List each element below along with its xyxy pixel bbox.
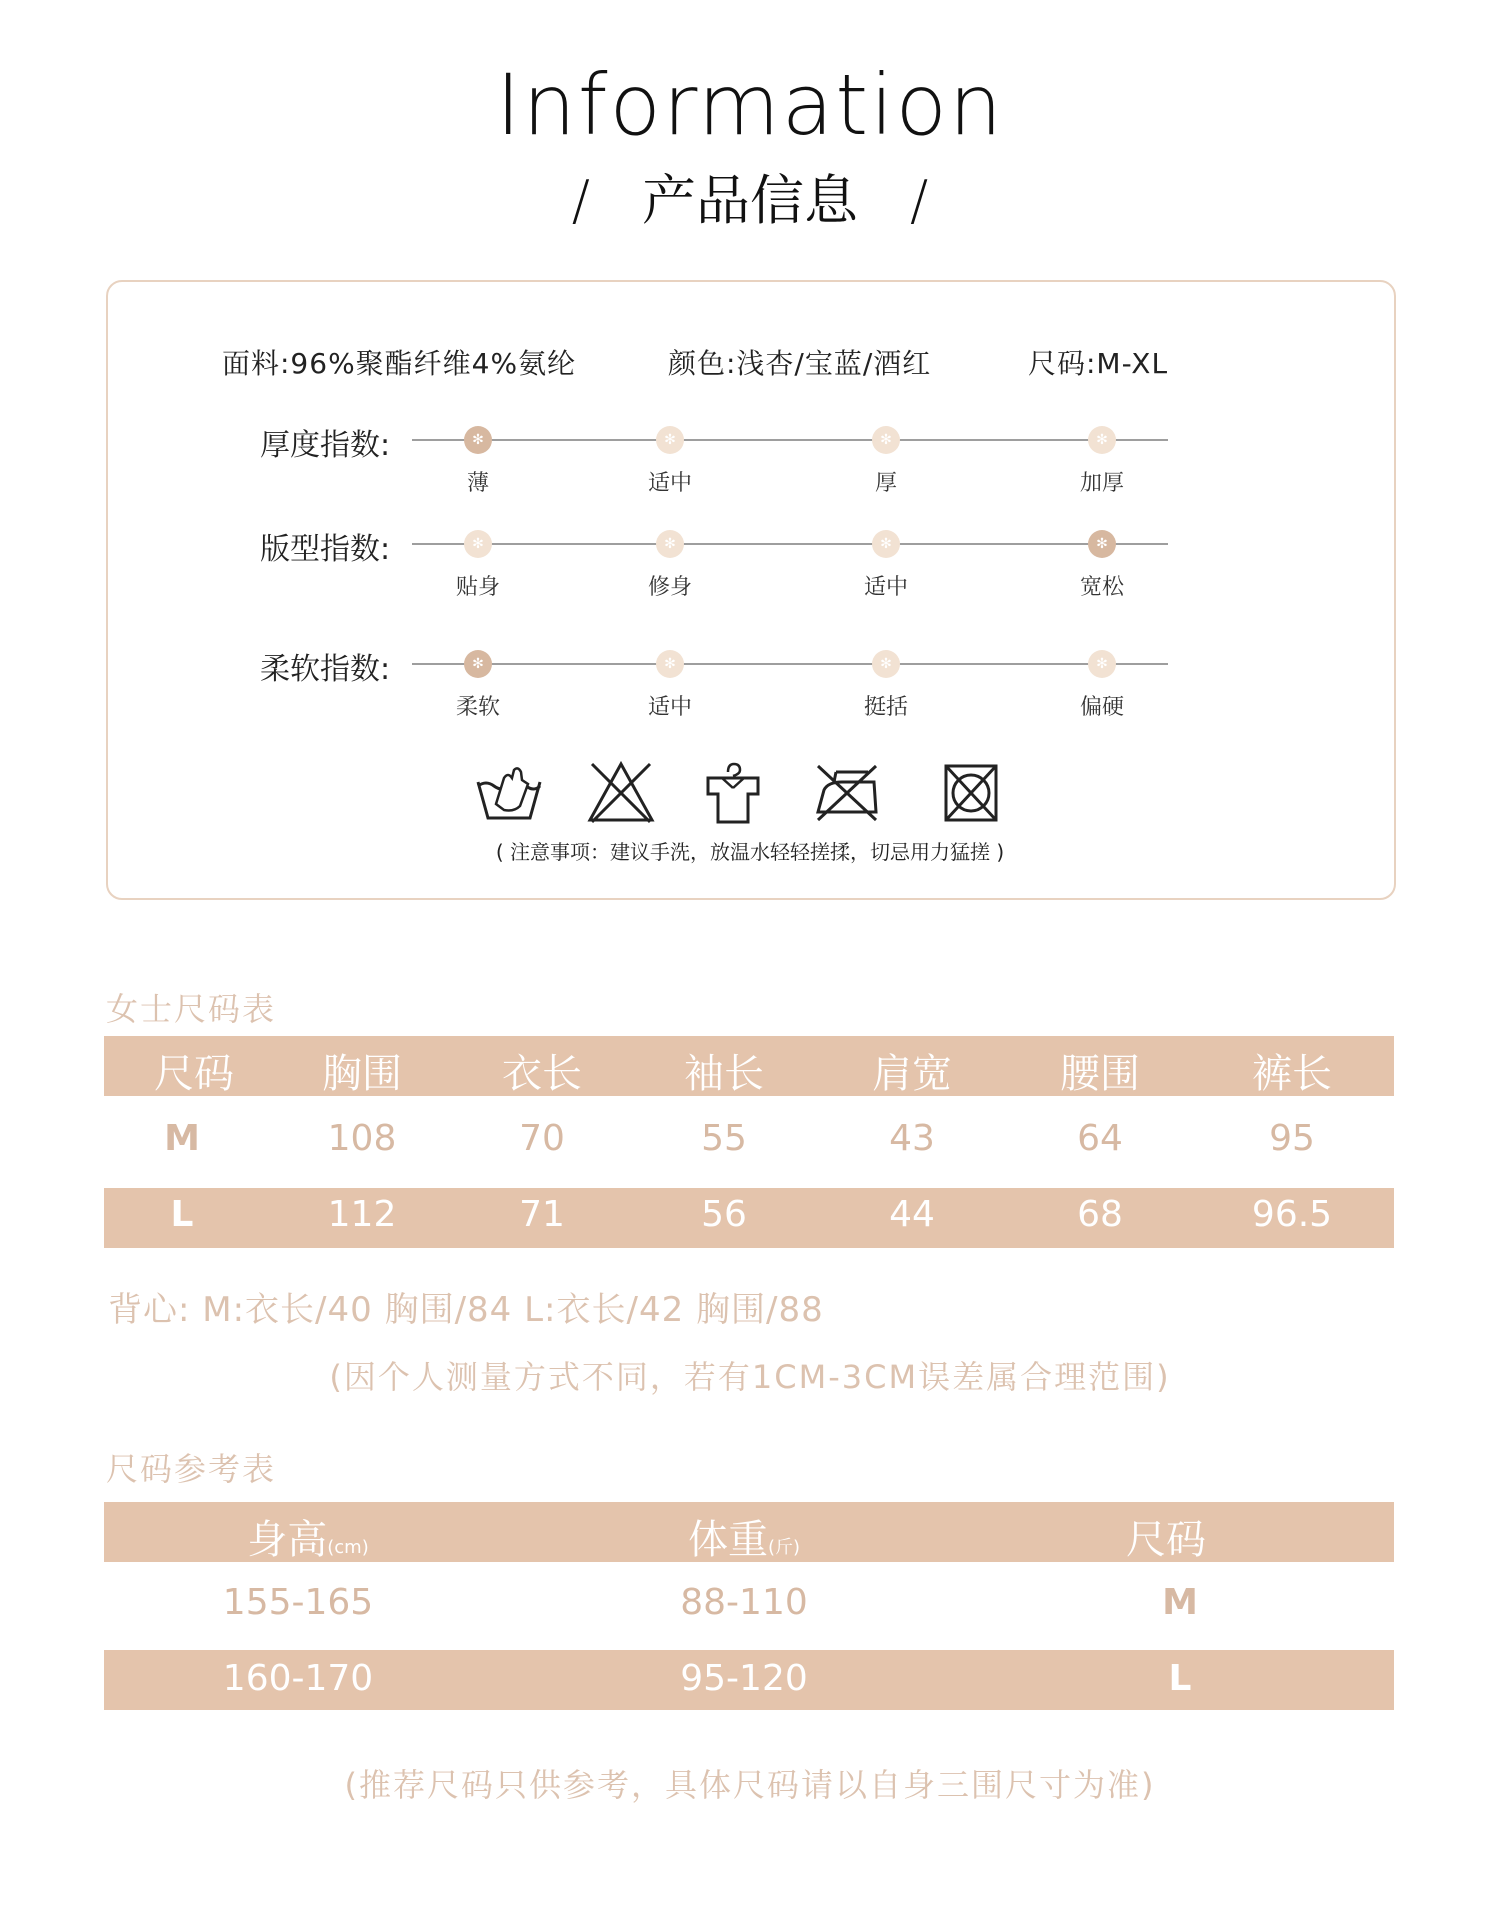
index-label: 厚度指数: [260, 428, 391, 463]
size-table-header-cell: 肩宽 [872, 1051, 952, 1097]
index-option-label: 厚 [874, 471, 897, 496]
index-option-label: 贴身 [455, 575, 500, 600]
index-option-label: 适中 [647, 695, 692, 720]
size-table-cell: 96.5 [1251, 1194, 1333, 1235]
index-label: 版型指数: [260, 532, 391, 567]
page-subtitle [0, 158, 1500, 235]
vest-note: 背心: M:衣长/40 胸围/84 L:衣长/42 胸围/88 [108, 1290, 824, 1330]
ref-table-cell: 95-120 [680, 1658, 808, 1699]
no-bleach-icon [586, 760, 656, 826]
ref-header-main: 尺码 [1126, 1517, 1206, 1563]
subtitle-left-slash: / [571, 169, 590, 232]
error-note: (因个人测量方式不同，若有1CM-3CM误差属合理范围) [329, 1358, 1171, 1396]
ref-header-main: 体重 [687, 1517, 768, 1563]
index-dot: ✻ [464, 530, 492, 558]
size-table-header-cell: 袖长 [684, 1051, 764, 1097]
size-table-cell: L [170, 1194, 194, 1235]
material-spec: 面料:96%聚酯纤维4%氨纶 [222, 347, 577, 380]
index-option-label: 薄 [466, 471, 489, 496]
subtitle-text: 产品信息 [642, 169, 858, 232]
size-table-cell: 95 [1269, 1118, 1315, 1159]
index-dot: ✻ [872, 426, 900, 454]
index-scale-line [412, 663, 1168, 665]
size-table-cell: 108 [327, 1118, 397, 1159]
color-spec: 颜色:浅杏/宝蓝/酒红 [668, 347, 932, 380]
ref-table-cell: 160-170 [222, 1658, 374, 1699]
index-option-label: 柔软 [455, 695, 500, 720]
size-table-header-cell: 胸围 [322, 1051, 402, 1097]
hand-wash-icon [474, 760, 544, 826]
no-iron-icon [812, 760, 882, 826]
ref-table-cell: L [1168, 1658, 1192, 1699]
ref-table-cell: 88-110 [680, 1582, 808, 1623]
size-table-header-cell: 裤长 [1252, 1051, 1332, 1097]
ref-note: (推荐尺码只供参考，具体尺码请以自身三围尺寸为准) [344, 1766, 1156, 1804]
page-title: Information [495, 56, 1005, 154]
ref-header-main: 身高 [247, 1517, 328, 1563]
index-dot: ✻ [1088, 426, 1116, 454]
size-table-title: 女士尺码表 [106, 990, 277, 1028]
index-option-label: 适中 [647, 471, 692, 496]
size-table-cell: 56 [701, 1194, 747, 1235]
index-dot: ✻ [656, 426, 684, 454]
size-table-cell: 68 [1077, 1194, 1123, 1235]
index-option-label: 适中 [863, 575, 908, 600]
size-table-cell: 44 [889, 1194, 935, 1235]
ref-table-header-cell [247, 1508, 368, 1565]
index-dot-selected: ✻ [464, 426, 492, 454]
subtitle-right-slash: / [910, 169, 929, 232]
size-table-cell: 64 [1077, 1118, 1123, 1159]
size-table-cell: 43 [889, 1118, 935, 1159]
index-option-label: 挺括 [863, 695, 908, 720]
ref-table-header-cell [1126, 1508, 1206, 1565]
index-dot: ✻ [656, 650, 684, 678]
index-dot: ✻ [872, 650, 900, 678]
index-option-label: 加厚 [1079, 471, 1124, 496]
size-table-cell: M [164, 1118, 200, 1159]
size-table-header-cell: 尺码 [154, 1051, 234, 1097]
index-label: 柔软指数: [260, 652, 391, 687]
ref-header-unit: (cm) [327, 1537, 369, 1558]
index-scale-line [412, 543, 1168, 545]
index-dot: ✻ [1088, 650, 1116, 678]
ref-table-title: 尺码参考表 [106, 1450, 277, 1488]
hang-dry-icon [698, 760, 768, 826]
index-dot: ✻ [872, 530, 900, 558]
ref-table-header-cell [688, 1508, 800, 1565]
size-spec: 尺码:M-XL [1028, 347, 1169, 380]
index-option-label: 偏硬 [1079, 695, 1124, 720]
size-table-cell: 55 [701, 1118, 747, 1159]
size-table-cell: 70 [519, 1118, 565, 1159]
size-table-cell: 71 [519, 1194, 565, 1235]
ref-header-unit: (斤) [767, 1537, 801, 1558]
size-table-header-cell: 腰围 [1060, 1051, 1140, 1097]
size-table-header-cell: 衣长 [502, 1051, 582, 1097]
size-table-row-band [104, 1188, 1394, 1248]
index-scale-line [412, 439, 1168, 441]
index-option-label: 修身 [647, 575, 692, 600]
index-option-label: 宽松 [1079, 575, 1124, 600]
index-dot-selected: ✻ [1088, 530, 1116, 558]
ref-table-cell: M [1162, 1582, 1198, 1623]
care-note: ( 注意事项：建议手洗，放温水轻轻搓揉，切忌用力猛搓 ) [495, 840, 1005, 864]
index-dot: ✻ [656, 530, 684, 558]
ref-table-cell: 155-165 [222, 1582, 374, 1623]
size-table-cell: 112 [327, 1194, 397, 1235]
index-dot-selected: ✻ [464, 650, 492, 678]
no-tumble-dry-icon [936, 760, 1006, 826]
